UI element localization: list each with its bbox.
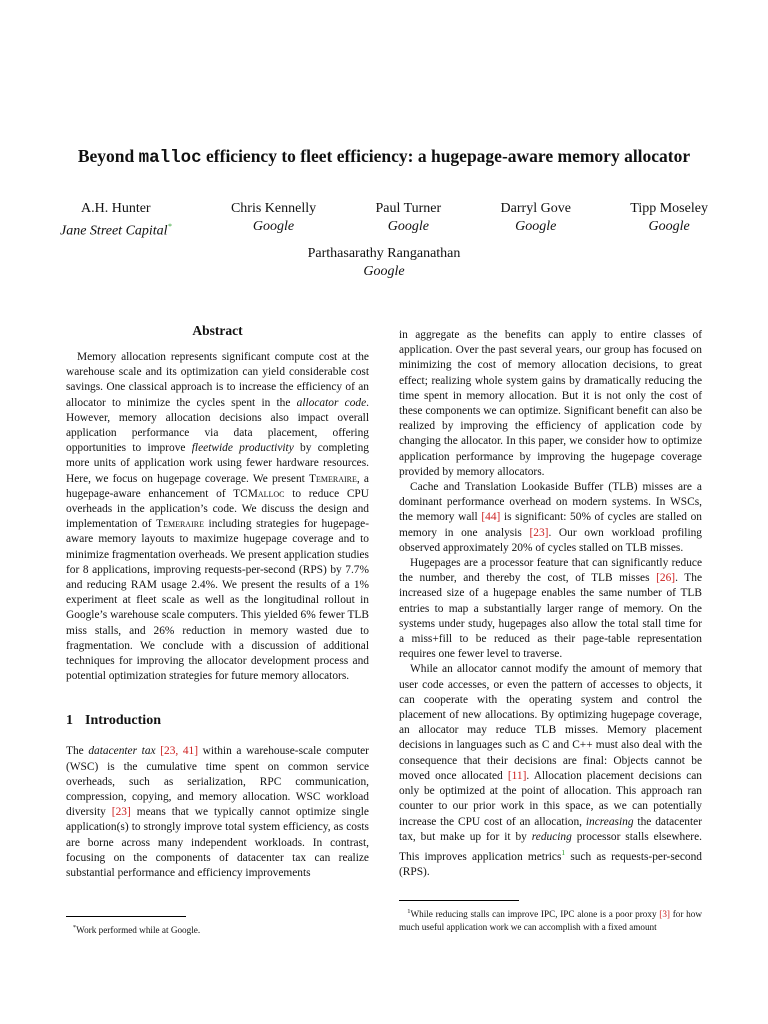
- left-column: [66, 322, 369, 881]
- author-list: [60, 200, 708, 241]
- author: A.H. Hunter Jane Street Capital*: [60, 201, 172, 239]
- citation-link[interactable]: [23]: [111, 806, 131, 819]
- footnote-left: *Work performed while at Google.: [66, 916, 369, 937]
- footnote-right: $^1$While reducing stalls can improve IPC, IPC alone is a poor proxy [3] for how much useful application work we can accomplish with a fixed amount: [399, 900, 702, 934]
- author: Chris Kennelly Google: [230, 201, 317, 234]
- abstract-heading: Abstract: [192, 323, 243, 338]
- citation-link[interactable]: [11]: [507, 769, 527, 782]
- footnote-rule: [399, 900, 519, 901]
- intro-paragraph: The datacenter tax [23, 41] within a warehouse-scale computer (WSC) is the cumulative time spent on common service overheads, such as serialization, RPC communication, compression, copying, and memory allocation. WSC workload diversity [23] means that we typically cannot optimize single application(s) to strongly improve total system efficiency, as costs are borne across many independent workloads. In contrast, focusing on the components of datacenter tax can realize substantial performance and efficiency improvements: [66, 745, 369, 880]
- author: Parthasarathy Ranganathan Google: [307, 246, 461, 279]
- citation-link[interactable]: [44]: [481, 511, 501, 524]
- citation-link[interactable]: [3]: [659, 909, 670, 920]
- body-paragraph: While an allocator cannot modify the amount of memory that user code accesses, or even the pattern of accesses to objects, it can cooperate with the operating system and control the placement of new allocations. By optimizing hugepage coverage, an allocator may reduce TLB misses. Memory placement decisions in languages such as C and C++ must also deal with the consequence that their decisions are final: Objects cannot be moved once allocated [11]. Allocation placement decisions can only be optimized at the point of allocation. This approach ran counter to our prior work in this space, as we can potentially increase the CPU cost of an allocation, increasing the datacenter tax, but make up for it by reducing processor stalls elsewhere. This improves application metrics$^1$ such as requests-per-second (RPS).: [399, 663, 703, 878]
- body-paragraph: Cache and Translation Lookaside Buffer (TLB) misses are a dominant performance overhead on modern systems. In WSCs, the memory wall [44] is significant: 50% of cycles are stalled on memory in one analysis [23]. Our own workload profiling observed approximately 20% of cycles stalled on TLB misses.: [399, 481, 703, 554]
- author: Tipp Moseley Google: [630, 201, 708, 234]
- paper-title: Beyond malloc efficiency to fleet efficiency: a hugepage-aware memory allocator: [77, 146, 691, 168]
- right-column: [399, 328, 702, 880]
- footnote-rule: [66, 916, 186, 917]
- citation-link[interactable]: [26]: [656, 572, 676, 585]
- citation-link[interactable]: [23]: [529, 526, 549, 539]
- body-paragraph: in aggregate as the benefits can apply to entire classes of application. Over the past several years, our group has focused on minimizing the cost of memory allocation decisions, to great effect; realizing whole system gains by dramatically reducing the time spent in memory allocation. But it is not only the cost of these components we can optimize. Significant benefit can also be realized by improving the efficiency of application code by changing the allocator. In this paper, we consider how to optimize application performance by improving the hugepage coverage provided by memory allocators.: [399, 329, 702, 478]
- citation-link[interactable]: [23, 41]: [160, 745, 199, 758]
- body-paragraph: Hugepages are a processor feature that can significantly reduce the number, and thereby the cost, of TLB misses [26]. The increased size of a hugepage enables the same number of TLB entries to map a substantially larger range of memory. On the systems under study, hugepages also allow the total stall time for a miss+fill to be reduced as their page-table representation requires one fewer level to traverse.: [399, 557, 702, 661]
- author: Darryl Gove Google: [500, 201, 571, 234]
- footnote-link[interactable]: 1: [561, 847, 566, 857]
- abstract-text: Memory allocation represents significant compute cost at the warehouse scale and its optimization can yield considerable cost savings. One classical approach is to increase the efficiency of an allocator to minimize the cycles spent in the allocator code. However, memory allocation decisions also impact overall application performance via data placement, offering opportunities to improve fleetwide productivity by completing more units of application work using fewer hardware resources. Here, we focus on hugepage coverage. We present Temeraire, a hugepage-aware enhancement of TCMalloc to reduce CPU overheads in the application’s code. We discuss the design and implementation of Temeraire including strategies for hugepage-aware memory layouts to maximize hugepage coverage and to minimize fragmentation overheads. We present application studies for 8 applications, improving requests-per-second (RPS) by 7.7% and reducing RAM usage 2.4%. We present the results of a 1% experiment at fleet scale as well as the longitudinal rollout in Google’s warehouse scale computers. This yielded 6% fewer TLB miss stalls, and 26% reduction in memory wasted due to fragmentation. We conclude with a discussion of additional techniques for improving the allocator development process and potential optimization strategies for future memory allocators.: [66, 351, 369, 683]
- title-code: malloc: [138, 148, 202, 168]
- section-heading: 1 Introduction: [66, 713, 161, 729]
- affiliation-mark: *: [167, 222, 172, 231]
- author: Paul Turner Google: [375, 201, 442, 234]
